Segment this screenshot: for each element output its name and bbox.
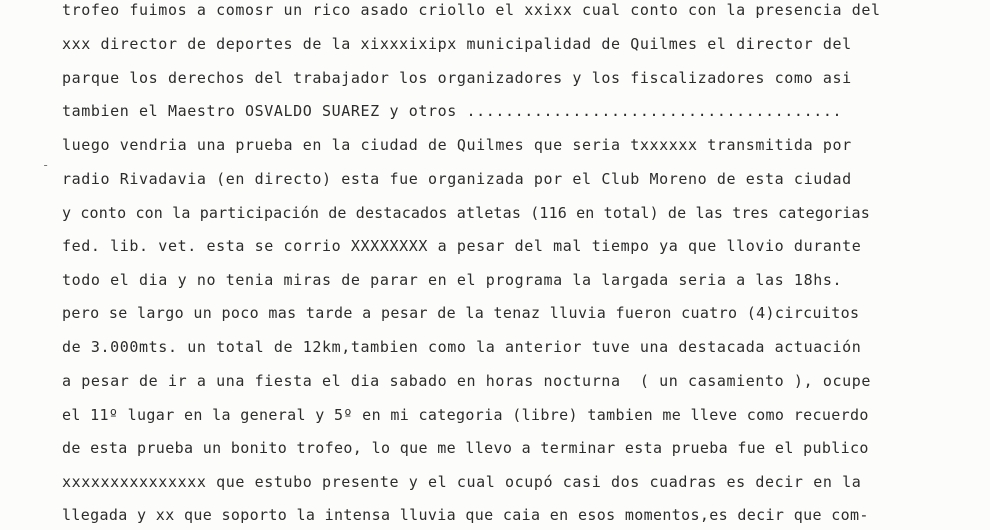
text-line-10: pero se largo un poco mas tarde a pesar de la tenaz lluvia fueron cuatro (4)circuitos (62, 304, 860, 322)
text-line-5: luego vendria una prueba en la ciudad de Quilmes que seria txxxxxx transmitida por (62, 136, 852, 154)
text-line-15: xxxxxxxxxxxxxxx que estubo presente y el cual ocupó casi dos cuadras es decir en la (62, 473, 862, 491)
text-line-14: de esta prueba un bonito trofeo, lo que me llevo a terminar esta prueba fue el publico (62, 439, 869, 457)
text-line-4: tambien el Maestro OSVALDO SUAREZ y otros ....................................... (62, 102, 843, 120)
text-line-3: parque los derechos del trabajador los organizadores y los fiscalizadores como asi (62, 69, 852, 87)
text-line-2: xxx director de deportes de la xixxxixipx municipalidad de Quilmes el director del (62, 35, 852, 53)
text-line-8: fed. lib. vet. esta se corrio XXXXXXXX a pesar del mal tiempo ya que llovio durante (62, 237, 862, 255)
text-line-12: a pesar de ir a una fiesta el dia sabado en horas nocturna ( un casamiento ), ocupe (62, 372, 871, 390)
text-line-1: trofeo fuimos a comosr un rico asado criollo el xxixx cual conto con la presencia del (62, 1, 881, 19)
text-line-13: el 11º lugar en la general y 5º en mi categoria (libre) tambien me lleve como recuerdo (62, 406, 869, 424)
text-line-16: llegada y xx que soporto la intensa lluvia que caia en esos momentos,es decir que com- (62, 506, 869, 524)
margin-mark: - (42, 158, 50, 172)
text-line-7: y conto con la participación de destacados atletas (116 en total) de las tres categorias (62, 204, 870, 222)
text-line-9: todo el dia y no tenia miras de parar en el programa la largada seria a las 18hs. (62, 271, 843, 289)
text-line-6: radio Rivadavia (en directo) esta fue organizada por el Club Moreno de esta ciudad (62, 170, 852, 188)
text-line-11: de 3.000mts. un total de 12km,tambien como la anterior tuve una destacada actuación (62, 338, 862, 356)
